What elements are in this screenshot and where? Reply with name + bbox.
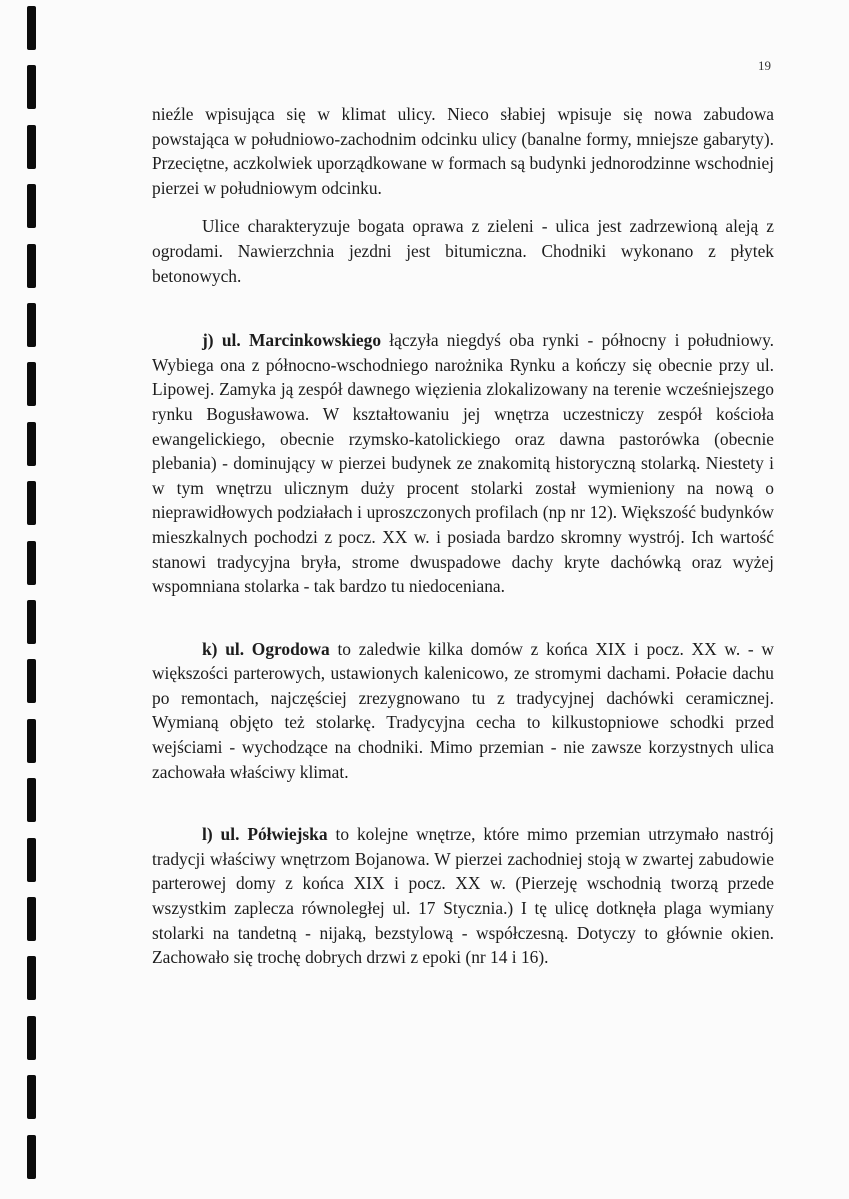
punch-hole — [27, 303, 36, 347]
punch-hole — [27, 1135, 36, 1179]
punch-hole — [27, 541, 36, 585]
punch-hole — [27, 1016, 36, 1060]
punch-hole — [27, 1075, 36, 1119]
punch-hole — [27, 184, 36, 228]
section-l-text: to kolejne wnętrze, które mimo przemian utrzymało nastrój tradycji właściwy wnętrzom Bojanowa. W pierzei zachodniej stoją w zwartej zabudowie parterowej domy z końca XIX i pocz. XX w. (Pierzeję wschodnią tworzą przede wszystkim zaplecza równoległej ul. 17 Stycznia.) I tę ulicę dotknęła plaga wymiany stolarki na tandetną - nijaką, bezstylową - współczesną. Dotyczy to głównie okien. Zachowało się trochę dobrych drzwi z epoki (nr 14 i 16). — [152, 824, 774, 968]
punch-hole — [27, 838, 36, 882]
punch-hole — [27, 6, 36, 50]
punch-hole — [27, 65, 36, 109]
punch-hole — [27, 362, 36, 406]
punch-hole — [27, 481, 36, 525]
binding-punch-marks — [0, 0, 40, 1199]
punch-hole — [27, 719, 36, 763]
punch-hole — [27, 244, 36, 288]
section-k-heading: k) ul. Ogrodowa — [202, 638, 330, 659]
punch-hole — [27, 422, 36, 466]
punch-hole — [27, 956, 36, 1000]
punch-hole — [27, 659, 36, 703]
section-k-text: to zaledwie kilka domów z końca XIX i pocz. XX w. - w większości parterowych, ustawionych kalenicowo, ze stromymi dachami. Połacie dachu po remontach, najczęściej zrezygnowano tu z tradycyjnej dachówki ceramicznej. Wymianą objęto też stolarkę. Tradycyjna cecha to kilkustopniowe schodki przed wejściami - wychodzące na chodniki. Mimo przemian - nie zawsze korzystnych ulica zachowała właściwy klimat. — [152, 638, 774, 782]
paragraph-continuation: nieźle wpisująca się w klimat ulicy. Nieco słabiej wpisuje się nowa zabudowa powstająca w południowo-zachodnim odcinku ulicy (banalne formy, mniejsze gabaryty). Przeciętne, aczkolwiek uporządkowane w formach są budynki jednorodzinne wschodniej pierzei w południowym odcinku. — [152, 104, 774, 198]
section-j-text: łączyła niegdyś oba rynki - północny i południowy. Wybiega ona z północno-wschodniego narożnika Rynku a kończy się obecnie przy ul. Lipowej. Zamyka ją zespół dawnego więzienia zlokalizowany na terenie wcześniejszego rynku Bogusławowa. W kształtowaniu jej wnętrza uczestniczy zespół kościoła ewangelickiego, obecnie rzymsko-katolickiego oraz dawna pastorówka (obecnie plebania) - dominujący w pierzei budynek ze znakomitą historyczną stolarką. Niestety i w tym wnętrzu ulicznym duży procent stolarki został wymieniony na nową o nieprawidłowych podziałach i uproszczonych profilach (np nr 12). Większość budynków mieszkalnych pochodzi z pocz. XX w. i posiada bardzo skromny wystrój. Ich wartość stanowi tradycyjna bryła, strome dwuspadowe dachy kryte dachówką oraz wyżej wspomniana stolarka - tak bardzo tu niedoceniana. — [152, 330, 774, 597]
punch-hole — [27, 778, 36, 822]
punch-hole — [27, 897, 36, 941]
page-number: 19 — [758, 58, 771, 73]
section-k-ogrodowa — [152, 637, 774, 785]
document-body — [152, 102, 774, 970]
section-j-marcinkowskiego — [152, 328, 774, 599]
section-j-heading: j) ul. Marcinkowskiego — [202, 330, 382, 351]
punch-hole — [27, 125, 36, 169]
punch-hole — [27, 600, 36, 644]
section-l-polwiejska — [152, 822, 774, 970]
paragraph-greenery: Ulice charakteryzuje bogata oprawa z zieleni - ulica jest zadrzewioną aleją z ogrodami. Nawierzchnia jezdni jest bitumiczna. Chodniki wykonano z płytek betonowych. — [152, 216, 774, 286]
section-l-heading: l) ul. Półwiejska — [202, 824, 328, 845]
